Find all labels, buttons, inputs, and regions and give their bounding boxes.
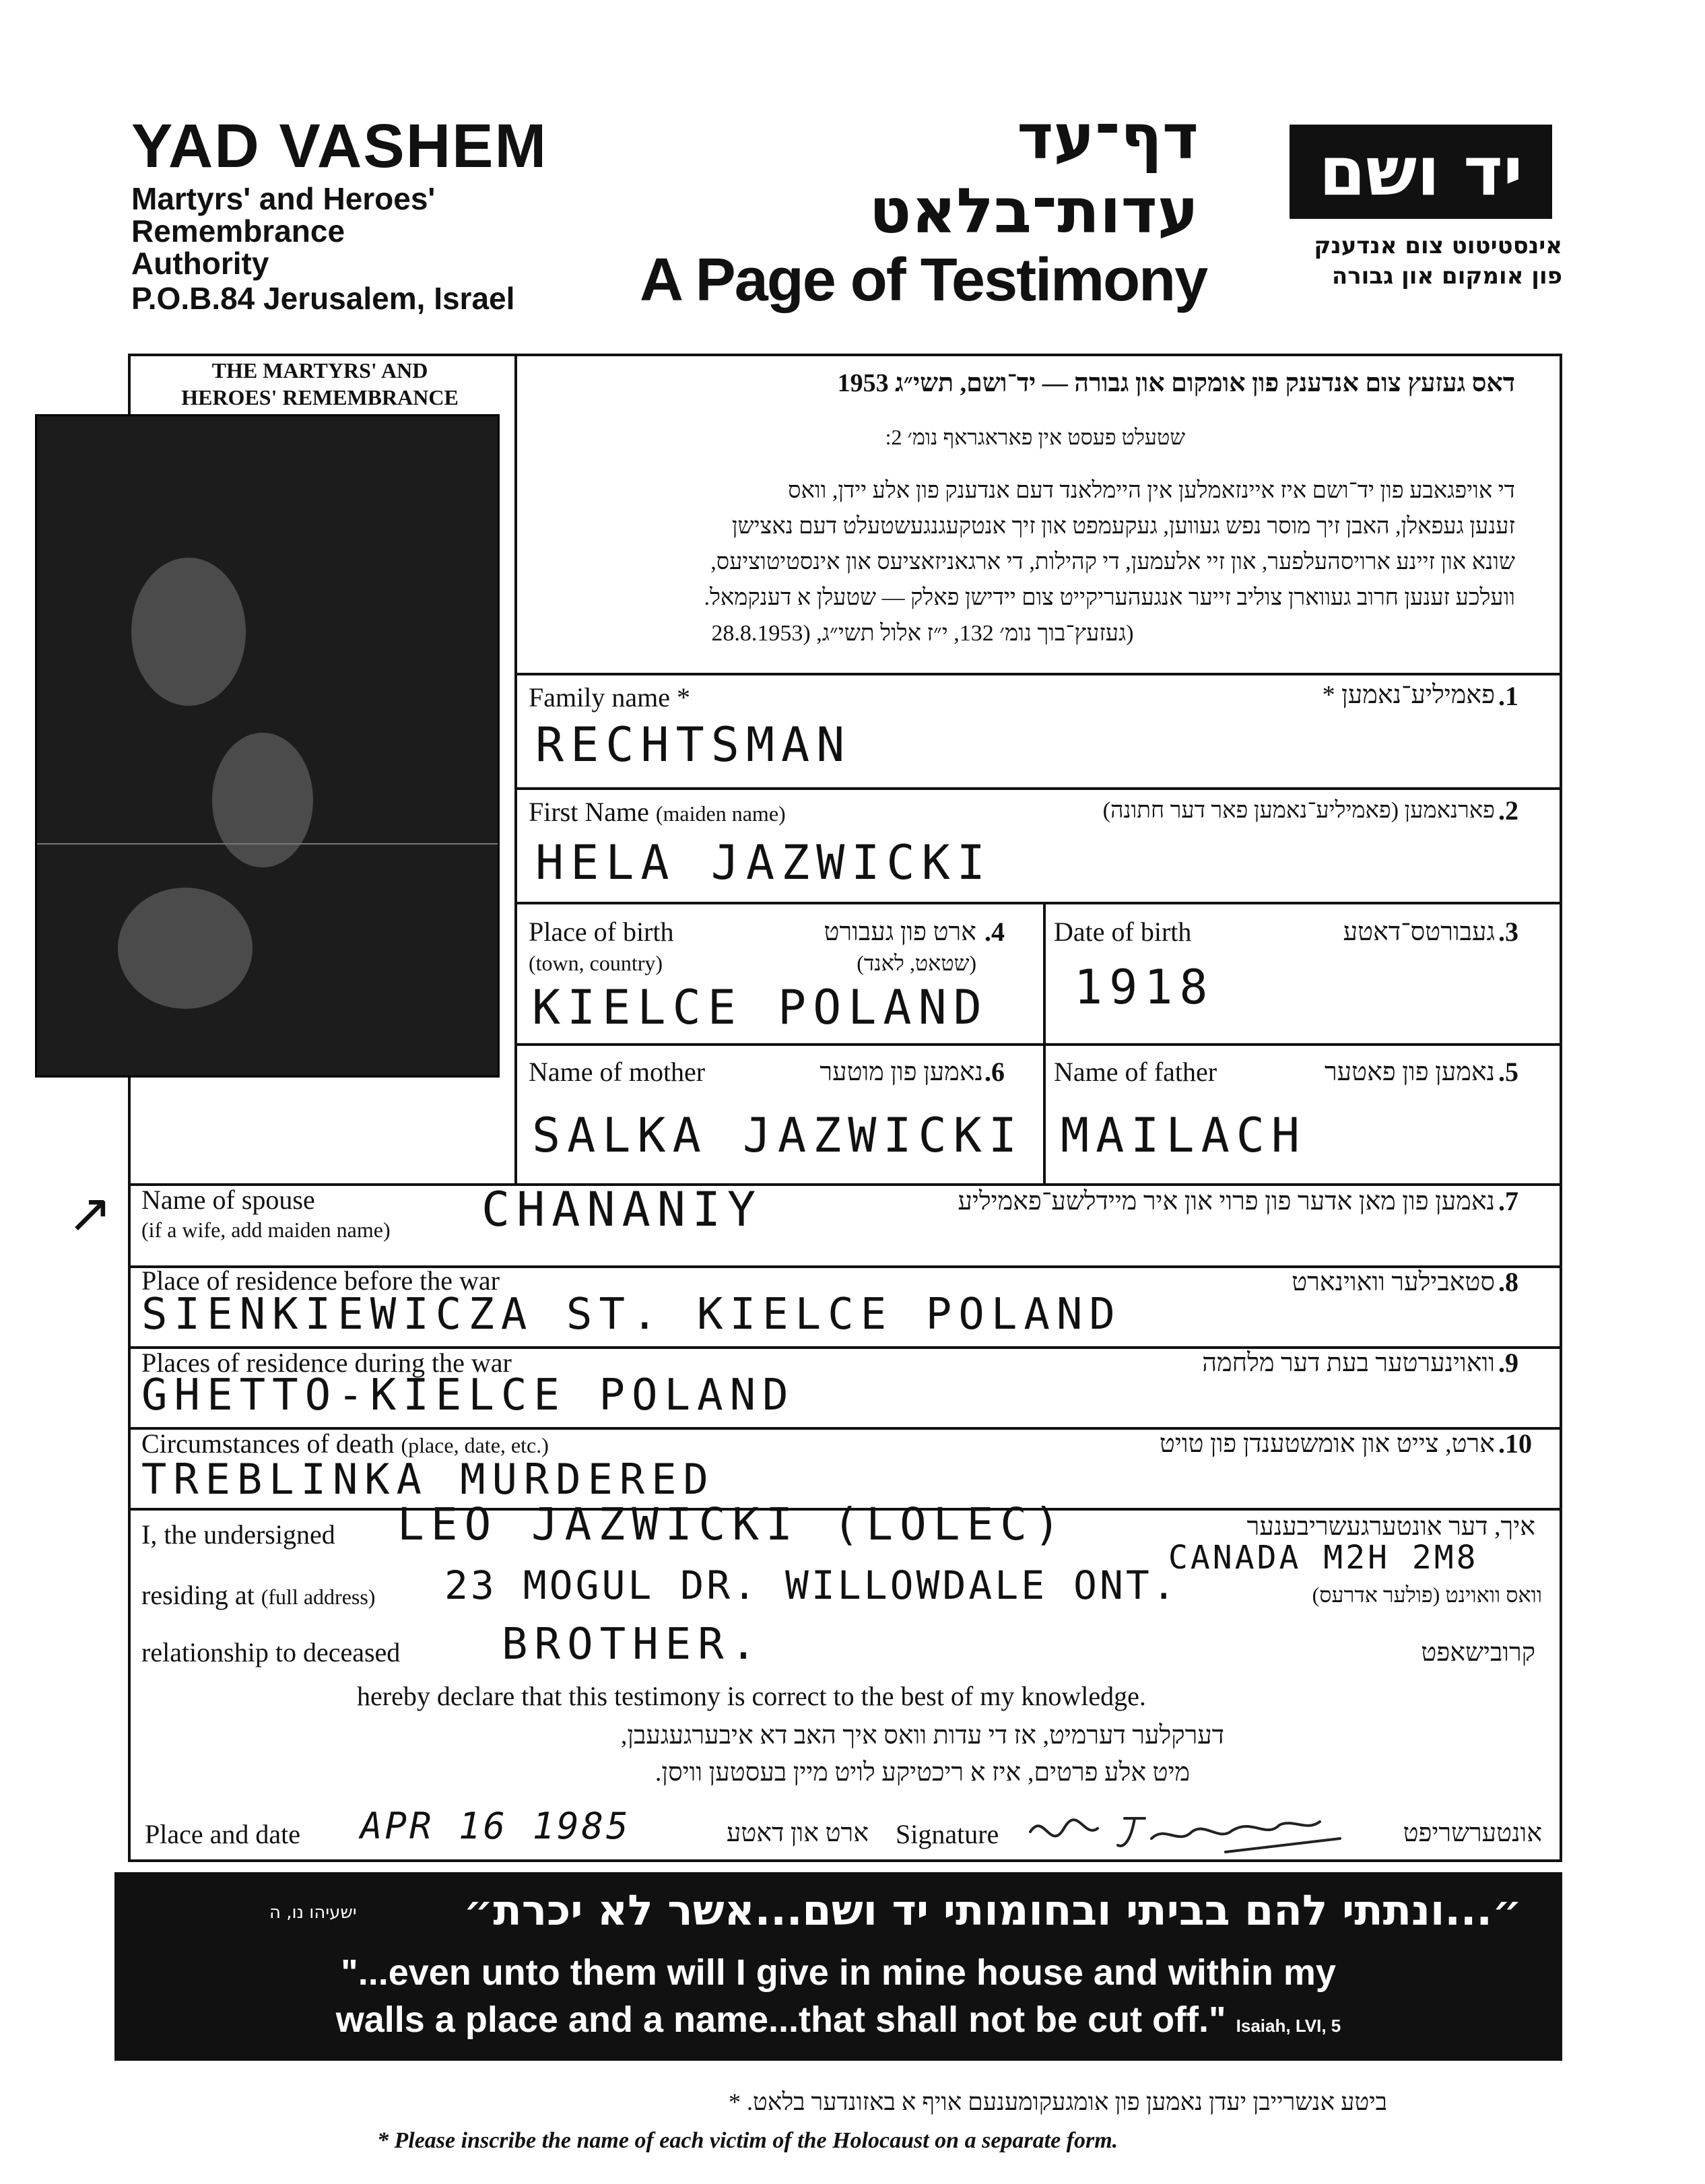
- family-name-label-yi: פאמיליע־נאמען *: [1322, 681, 1495, 709]
- photo-crease: [37, 843, 498, 845]
- org-name: YAD VASHEM: [131, 112, 548, 180]
- declaration-yi-1: דערקלער דערמיט, אז די עדות וואס איך האב דא איבערגעגעבן,: [620, 1721, 1225, 1750]
- relationship-label: relationship to deceased: [141, 1637, 401, 1667]
- isaiah-quote-band: [114, 1872, 1562, 2061]
- family-name-num: .1: [1498, 681, 1518, 711]
- death-label-note: (place, date, etc.): [401, 1433, 549, 1457]
- place-of-birth-note-yi: (שטאט, לאנד): [857, 951, 976, 975]
- intro-line-3: די אויפגאבע פון יד־ושם איז איינזאמלען אין היימלאנד דעם אנדענק פון אלע יידן, וואס: [788, 478, 1515, 503]
- spouse-label: Name of spouse: [141, 1185, 315, 1215]
- photo-caption: [135, 357, 505, 411]
- father-label-yi: נאמען פון פאטער: [1324, 1058, 1495, 1086]
- birth-column-divider: [1043, 902, 1046, 1185]
- yiddish-title-line-1: דף־עד: [1017, 101, 1199, 173]
- first-name-label-yi: פארנאמען (פאמיליע־נאמען פאר דער חתונה): [1102, 798, 1495, 823]
- english-quote-line-2: [114, 1997, 1562, 2049]
- address-field[interactable]: 23 MOGUL DR. WILLOWDALE ONT.: [444, 1562, 1178, 1608]
- date-of-birth-field[interactable]: 1918: [1074, 960, 1215, 1015]
- residence-during-field[interactable]: GHETTO-KIELCE POLAND: [141, 1370, 795, 1420]
- residing-label: [141, 1579, 375, 1611]
- logo-subtitle-2: פון אומקום און גבורה: [1331, 263, 1562, 290]
- place-of-birth-label-yi: ארט פון געבורט: [824, 918, 976, 946]
- declaration-en: hereby declare that this testimony is correct to the best of my knowledge.: [357, 1681, 1146, 1711]
- org-line-1: Martyrs' and Heroes': [131, 181, 436, 216]
- photo-figure: [131, 558, 246, 706]
- death-field[interactable]: TREBLINKA MURDERED: [141, 1455, 715, 1504]
- photo-column-divider: [514, 356, 517, 1185]
- photo-figure: [212, 733, 313, 867]
- residing-label-yi-note: (פולער אדרעס): [1312, 1583, 1440, 1607]
- spouse-num: .7: [1498, 1186, 1518, 1216]
- english-quote-ref: Isaiah, LVI, 5: [1236, 2016, 1341, 2036]
- intro-line-2: שטעלט פעסט אין פאראגראף נומ׳ 2:: [885, 425, 1185, 449]
- first-name-label: [529, 796, 786, 828]
- address-field-2[interactable]: CANADA M2H 2M8: [1168, 1539, 1479, 1577]
- undersigned-field[interactable]: LEO JAZWICKI (LOLEC): [397, 1498, 1067, 1550]
- residence-during-label: Places of residence during the war: [141, 1348, 512, 1378]
- residence-before-label-yi: סטאבילער וואוינארט: [1292, 1268, 1495, 1296]
- undersigned-label-yi: איך, דער אונטערגעשריבענער: [1246, 1513, 1535, 1541]
- rule-birth: [514, 1043, 1562, 1046]
- org-address: P.O.B.84 Jerusalem, Israel: [131, 281, 515, 316]
- family-name-field[interactable]: RECHTSMAN: [535, 717, 852, 772]
- first-name-label-text: First Name: [529, 797, 649, 827]
- english-quote-line-1: "...even unto them will I give in mine house and within my: [341, 1952, 1336, 1993]
- photo-figure: [118, 888, 253, 1009]
- signature-field[interactable]: [1024, 1791, 1347, 1865]
- residing-label-text: residing at: [141, 1580, 255, 1610]
- footer-yiddish-note: ביטע אנשרייבן יעדן נאמען פון אומגעקומענעם אויף א באזונדער בלאט. *: [728, 2088, 1387, 2115]
- date-of-birth-num: .3: [1498, 917, 1518, 947]
- residence-before-field[interactable]: SIENKIEWICZA ST. KIELCE POLAND: [141, 1290, 1122, 1339]
- spouse-label-yi: נאמען פון מאן אדער פון פרוי און איר מיידלשע־פאמיליע: [958, 1187, 1495, 1216]
- place-date-label: Place and date: [145, 1819, 300, 1849]
- mother-label-yi: נאמען פון מוטער: [820, 1058, 983, 1086]
- org-line-2: Remembrance: [131, 213, 345, 249]
- handwritten-signature: [1024, 1791, 1347, 1865]
- victim-photo: [35, 414, 500, 1078]
- rule-first: [514, 902, 1562, 904]
- place-date-label-yi: ארט און דאטע: [726, 1819, 869, 1847]
- page-title: A Page of Testimony: [640, 246, 1207, 314]
- hebrew-quote: ״...ונתתי להם בביתי ובחומותי יד ושם...אשר לא יכרת״: [463, 1886, 1522, 1935]
- photo-caption-line-2: HEROES' REMEMBRANCE: [181, 385, 459, 409]
- spouse-field[interactable]: CHANANIY: [481, 1182, 763, 1237]
- mother-field[interactable]: SALKA JAZWICKI: [532, 1108, 1024, 1163]
- photo-caption-line-1: THE MARTYRS' AND: [211, 358, 428, 383]
- first-name-num: .2: [1498, 795, 1518, 826]
- family-name-label: Family name *: [529, 682, 690, 713]
- residing-label-yi: [1219, 1583, 1542, 1608]
- date-of-birth-label-yi: געבורטס־דאטע: [1343, 918, 1495, 946]
- relationship-field[interactable]: BROTHER.: [502, 1620, 764, 1669]
- place-of-birth-field[interactable]: KIELCE POLAND: [532, 980, 989, 1035]
- footer-english-note: * Please inscribe the name of each victim of the Holocaust on a separate form.: [377, 2128, 1118, 2153]
- spouse-note: (if a wife, add maiden name): [141, 1218, 391, 1242]
- first-name-label-note: (maiden name): [655, 801, 786, 826]
- residence-before-num: .8: [1498, 1267, 1518, 1297]
- father-field[interactable]: MAILACH: [1061, 1108, 1307, 1163]
- margin-arrow-icon: ↗: [67, 1182, 113, 1245]
- signature-label: Signature: [896, 1819, 999, 1849]
- place-of-birth-num: .4: [984, 917, 1005, 947]
- date-of-birth-label: Date of birth: [1054, 917, 1192, 947]
- yad-vashem-logo: יד ושם: [1290, 125, 1552, 219]
- logo-subtitle-1: אינסטיטוט צום אנדענק: [1314, 232, 1562, 259]
- father-label: Name of father: [1054, 1057, 1217, 1087]
- place-of-birth-note: (town, country): [529, 951, 663, 975]
- residence-before-label: Place of residence before the war: [141, 1265, 500, 1296]
- org-line-3: Authority: [131, 246, 269, 281]
- death-num: .10: [1498, 1428, 1532, 1459]
- father-num: .5: [1498, 1057, 1518, 1087]
- undersigned-label: I, the undersigned: [141, 1519, 335, 1550]
- declaration-yi-2: מיט אלע פרטים, איז א ריכטיקע לויט מיין בעסטען וויסן.: [655, 1758, 1191, 1787]
- intro-line-4: זענען געפאלן, האבן זיך מוסר נפש געווען, געקעמפט און זיך אנטקעגנגעשטעלט דעם נאצישן: [731, 514, 1515, 539]
- place-of-birth-label: Place of birth: [529, 917, 674, 947]
- mother-num: .6: [984, 1057, 1005, 1087]
- intro-line-1: דאס געזעץ צום אנדענק פון אומקום און גבורה — יד־ושם, תשי״ג 1953: [837, 369, 1515, 397]
- rule-parents: [131, 1183, 1562, 1186]
- residing-label-note: (full address): [261, 1585, 376, 1609]
- intro-line-5: שונא און זיינע ארויסהעלפער, און זיי אלעמען, די קהילות, די ארגאניזאציעס און אינסטיטוציעס,: [710, 550, 1515, 574]
- death-label-text: Circumstances of death: [141, 1428, 395, 1459]
- first-name-field[interactable]: HELA JAZWICKI: [535, 835, 992, 890]
- relationship-label-yi: קרובישאפט: [1421, 1639, 1535, 1667]
- residence-during-label-yi: וואוינערטער בעת דער מלחמה: [1202, 1349, 1495, 1377]
- intro-line-7: (געזעץ־בוך נומ׳ 132, י״ז אלול תשי״ג, (28.8.1953: [711, 621, 1134, 646]
- rule-family: [514, 787, 1562, 790]
- residing-label-yi-text: וואס וואוינט: [1445, 1583, 1542, 1607]
- mother-label: Name of mother: [529, 1057, 706, 1087]
- place-date-field[interactable]: APR 16 1985: [360, 1805, 631, 1847]
- yiddish-title-line-2: עדות־בלאט: [869, 175, 1199, 247]
- residence-during-num: .9: [1498, 1348, 1518, 1378]
- intro-line-6: וועלכע זענען חרוב געווארן צוליב זייער אנגעהעריקייט צום יידישן פאלק — שטעלן א דענקמאל.: [704, 585, 1515, 610]
- death-label-yi: ארט, צייט און אומשטענדן פון טויט: [1159, 1430, 1495, 1458]
- signature-label-yi: אונטערשריפט: [1403, 1819, 1542, 1847]
- rule-intro: [514, 673, 1562, 675]
- english-quote-line-2-text: walls a place and a name...that shall not be cut off.": [335, 1999, 1226, 2040]
- hebrew-quote-ref: ישעיהו נו, ה: [269, 1902, 357, 1923]
